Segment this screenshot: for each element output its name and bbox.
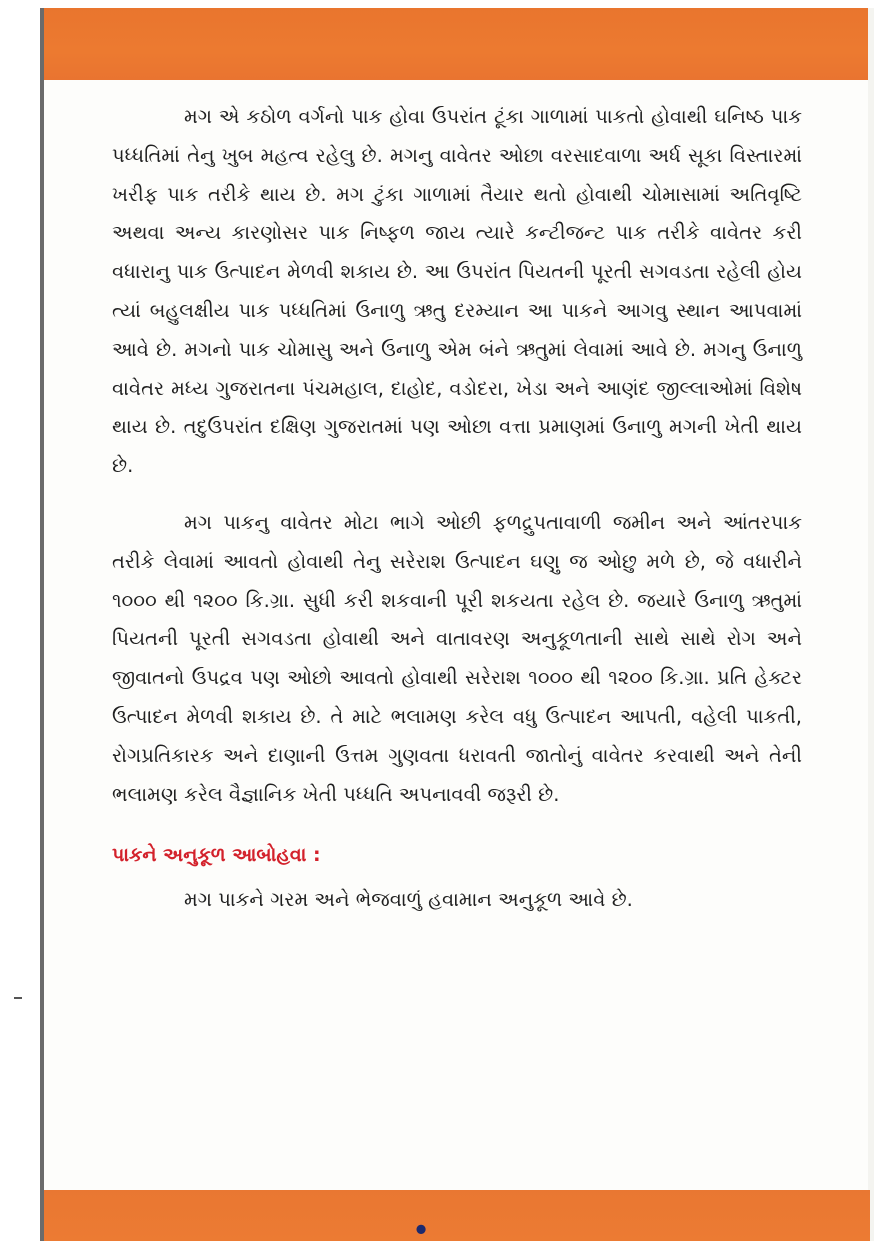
section-text-climate: મગ પાકને ગરમ અને ભેજવાળું હવામાન અનુકૂળ આવે છે. [184, 888, 633, 912]
section-heading-climate: પાકને અનુકૂળ આબોહવા : [112, 844, 321, 867]
header-color-band [44, 8, 870, 80]
body-content [112, 98, 802, 916]
scan-border-left [0, 0, 40, 1241]
page-number-mark-icon: • [412, 1216, 430, 1241]
paragraph-yield: મગ પાકનુ વાવેતર મોટા ભાગે ઓછી ફળદ્રુપતાવાળી જમીન અને આંતરપાક તરીકે લેવામાં આવતો હોવાથી તેનુ સરેરાશ ઉત્પાદન ઘણુ જ ઓછુ મળે છે, જે વધારીને ૧૦૦૦ થી ૧૨૦૦ કિ.ગ્રા. સુધી કરી શકવાની પૂરી શકયતા રહેલ છે. જયારે ઉનાળુ ઋતુમાં પિયતની પૂરતી સગવડતા હોવાથી અને વાતાવરણ અનુકૂળતાની સાથે સાથે રોગ અને જીવાતનો ઉપદ્રવ પણ ઓછો આવતો હોવાથી સરેરાશ ૧૦૦૦ થી ૧૨૦૦ કિ.ગ્રા. પ્રતિ હેક્ટર ઉત્પાદન મેળવી શકાય છે. તે માટે ભલામણ કરેલ વધુ ઉત્પાદન આપતી, વહેલી પાકતી, રોગપ્રતિકારક અને દાણાની ઉત્તમ ગુણવતા ધરાવતી જાતોનું વાવેતર કરવાથી અને તેની ભલામણ કરેલ વૈજ્ઞાનિક ખેતી પધ્ધતિ અપનાવવી જરૂરી છે. [112, 510, 802, 806]
margin-mark [14, 997, 22, 999]
page-right-edge [868, 8, 874, 1241]
scan-border-top [0, 0, 874, 8]
footer-color-band [44, 1190, 870, 1241]
paragraph-intro: મગ એ કઠોળ વર્ગનો પાક હોવા ઉપરાંત ટૂંકા ગાળામાં પાકતો હોવાથી ઘનિષ્ઠ પાક પધ્ધતિમાં તેનુ ખુબ મહત્વ રહેલુ છે. મગનુ વાવેતર ઓછા વરસાદવાળા અર્ધ સૂકા વિસ્તારમાં ખરીફ પાક તરીકે થાય છે. મગ ટુંકા ગાળામાં તૈયાર થતો હોવાથી ચોમાસામાં અતિવૃષ્ટિ અથવા અન્ય કારણોસર પાક નિષ્ફળ જાય ત્યારે કન્ટીજન્ટ પાક તરીકે વાવેતર કરી વધારાનુ પાક ઉત્પાદન મેળવી શકાય છે. આ ઉપરાંત પિયતની પૂરતી સગવડતા રહેલી હોય ત્યાં બહુલક્ષીય પાક પધ્ધતિમાં ઉનાળુ ઋતુ દરમ્યાન આ પાકને આગવુ સ્થાન આપવામાં આવે છે. મગનો પાક ચોમાસુ અને ઉનાળુ એમ બંને ઋતુમાં લેવામાં આવે છે. મગનુ ઉનાળુ વાવેતર મધ્ય ગુજરાતના પંચમહાલ, દાહોદ, વડોદરા, ખેડા અને આણંદ જીલ્લાઓમાં વિશેષ થાય છે. તદુઉપરાંત દક્ષિણ ગુજરાતમાં પણ ઓછા વત્તા પ્રમાણમાં ઉનાળુ મગની ખેતી થાય છે. [112, 105, 802, 478]
page-left-shadow [40, 8, 44, 1241]
